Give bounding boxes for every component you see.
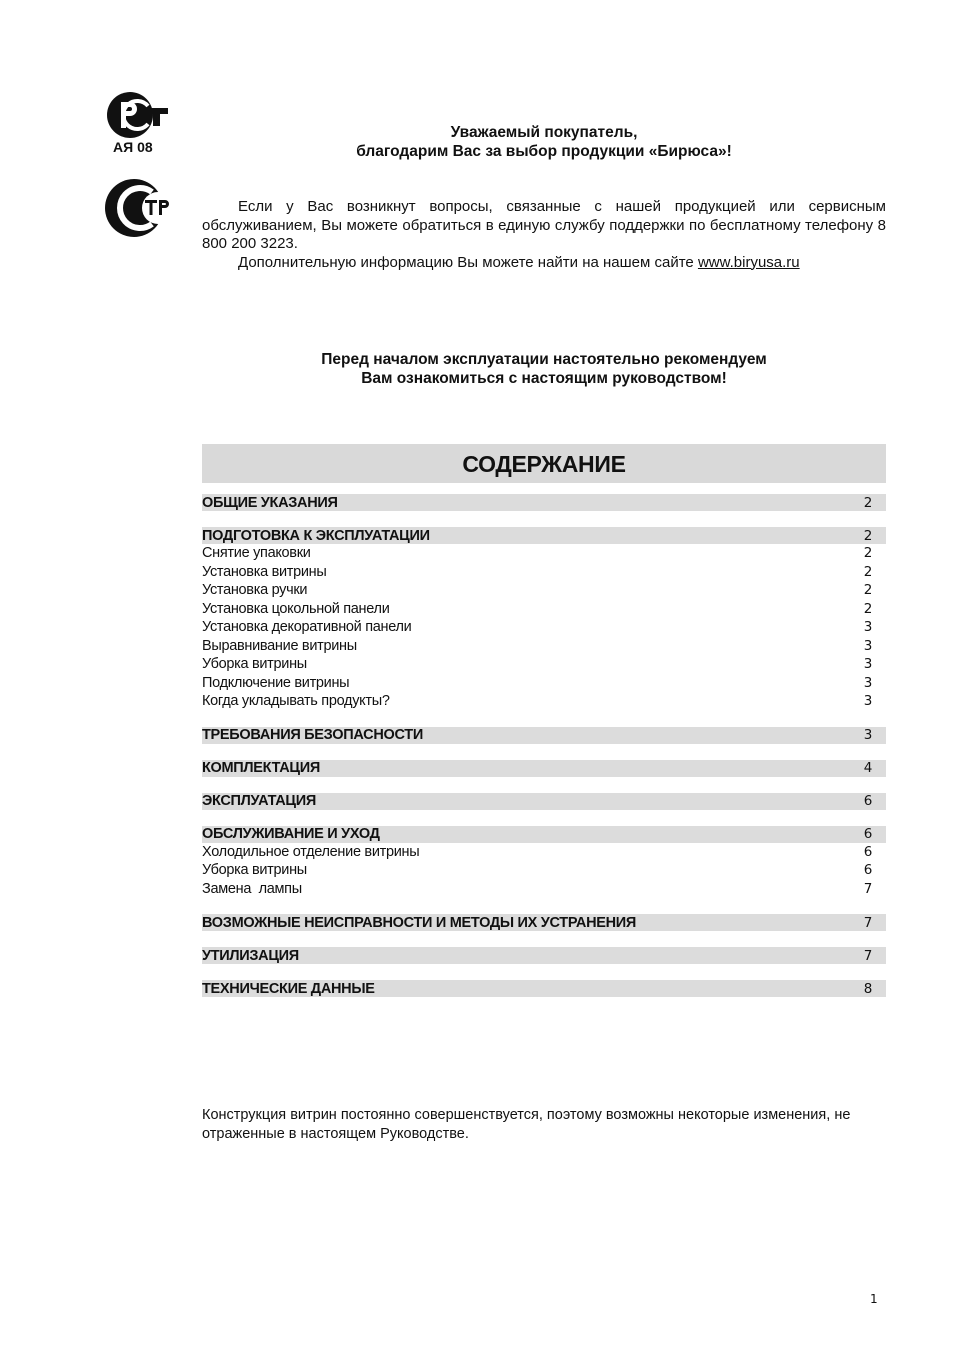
toc-item[interactable] xyxy=(202,600,886,619)
toc-section[interactable] xyxy=(202,980,886,997)
greeting-line2: благодарим Вас за выбор продукции «Бирюса»! xyxy=(356,143,732,160)
toc-title: СОДЕРЖАНИЕ xyxy=(202,444,886,483)
toc-section-page: 2 xyxy=(863,494,872,511)
recommendation xyxy=(202,350,886,388)
toc-section[interactable] xyxy=(202,947,886,964)
toc-item-page: 2 xyxy=(863,563,872,580)
toc-section-title: ЭКСПЛУАТАЦИЯ xyxy=(202,793,316,809)
toc-section-page: 6 xyxy=(863,826,872,842)
toc-section[interactable] xyxy=(202,760,886,777)
toc-gap xyxy=(202,964,886,980)
toc-item-page: 3 xyxy=(863,637,872,654)
toc-item[interactable] xyxy=(202,674,886,693)
recommendation-line2: Вам ознакомиться с настоящим руководством! xyxy=(361,370,727,387)
toc-section[interactable] xyxy=(202,793,886,810)
toc-item-title: Установка декоративной панели xyxy=(202,619,412,636)
toc-section-title: ВОЗМОЖНЫЕ НЕИСПРАВНОСТИ И МЕТОДЫ ИХ УСТРАНЕНИЯ xyxy=(202,914,637,931)
toc-section-title: ТРЕБОВАНИЯ БЕЗОПАСНОСТИ xyxy=(202,727,423,743)
toc-item[interactable] xyxy=(202,544,886,563)
toc-section-page: 6 xyxy=(863,793,872,809)
toc-item-title: Когда укладывать продукты? xyxy=(202,693,390,710)
toc-item-title: Снятие упаковки xyxy=(202,545,311,562)
table-of-contents xyxy=(202,494,886,997)
toc-item-page: 3 xyxy=(863,619,872,636)
toc-item[interactable] xyxy=(202,618,886,637)
intro-text xyxy=(202,198,886,272)
toc-item[interactable] xyxy=(202,637,886,656)
toc-section[interactable] xyxy=(202,727,886,744)
toc-item-title: Замена лампы xyxy=(202,880,302,897)
toc-section-page: 4 xyxy=(863,760,872,776)
greeting-line1: Уважаемый покупатель, xyxy=(450,124,638,141)
toc-section[interactable] xyxy=(202,914,886,931)
toc-gap xyxy=(202,777,886,793)
intro-paragraph2-text: Дополнительную информацию Вы можете найти на нашем сайте xyxy=(238,253,698,271)
toc-item-page: 6 xyxy=(863,843,872,860)
toc-gap xyxy=(202,810,886,826)
website-link[interactable]: www.biryusa.ru xyxy=(697,253,800,271)
toc-item[interactable] xyxy=(202,861,886,880)
pct-code: АЯ 08 xyxy=(113,139,153,155)
toc-section-page: 2 xyxy=(863,527,872,544)
toc-item-page: 2 xyxy=(863,545,872,562)
toc-section-page: 7 xyxy=(863,947,872,964)
footer-note: Конструкция витрин постоянно совершенствуется, поэтому возможны некоторые изменения, не отраженные в настоящем Руководстве. xyxy=(202,1107,851,1142)
toc-section-title: ОБСЛУЖИВАНИЕ И УХОД xyxy=(202,826,380,842)
toc-gap xyxy=(202,744,886,760)
page-number: 1 xyxy=(870,1292,878,1306)
toc-item-page: 3 xyxy=(863,656,872,673)
toc-section-page: 3 xyxy=(863,727,872,743)
toc-gap xyxy=(202,931,886,947)
toc-item-page: 7 xyxy=(863,880,872,897)
toc-item-title: Уборка витрины xyxy=(202,862,307,879)
ctr-certification-logo xyxy=(104,178,176,240)
toc-item[interactable] xyxy=(202,843,886,862)
toc-item-title: Установка цокольной панели xyxy=(202,600,390,617)
toc-section[interactable] xyxy=(202,527,886,544)
recommendation-line1: Перед началом эксплуатации настоятельно рекомендуем xyxy=(321,351,767,368)
toc-section[interactable] xyxy=(202,494,886,511)
toc-gap xyxy=(202,711,886,727)
toc-section[interactable] xyxy=(202,826,886,843)
toc-item[interactable] xyxy=(202,655,886,674)
toc-section-title: ТЕХНИЧЕСКИЕ ДАННЫЕ xyxy=(202,980,375,997)
toc-item[interactable] xyxy=(202,563,886,582)
toc-item-page: 2 xyxy=(863,600,872,617)
toc-section-title: КОМПЛЕКТАЦИЯ xyxy=(202,760,320,776)
toc-item-title: Установка ручки xyxy=(202,582,308,599)
toc-item[interactable] xyxy=(202,581,886,600)
intro-paragraph2 xyxy=(202,254,886,273)
greeting xyxy=(202,123,886,161)
toc-section-page: 8 xyxy=(863,980,872,997)
toc-item[interactable] xyxy=(202,692,886,711)
toc-item-page: 2 xyxy=(863,582,872,599)
toc-section-title: ОБЩИЕ УКАЗАНИЯ xyxy=(202,494,338,511)
toc-section-title: УТИЛИЗАЦИЯ xyxy=(202,947,299,964)
toc-item-title: Установка витрины xyxy=(202,563,327,580)
toc-item-title: Выравнивание витрины xyxy=(202,637,357,654)
toc-item-page: 6 xyxy=(863,862,872,879)
toc-item[interactable] xyxy=(202,880,886,899)
toc-item-page: 3 xyxy=(863,674,872,691)
toc-item-page: 3 xyxy=(863,693,872,710)
toc-item-title: Уборка витрины xyxy=(202,656,307,673)
toc-item-title: Подключение витрины xyxy=(202,674,350,691)
toc-item-title: Холодильное отделение витрины xyxy=(202,843,420,860)
intro-paragraph1: Если у Вас возникнут вопросы, связанные с нашей продукцией или сервисным обслуживанием, Вы можете обратиться в единую службу поддержки по бесплатному телефону 8 800 200 3223. xyxy=(202,198,886,252)
toc-gap xyxy=(202,898,886,914)
toc-gap xyxy=(202,511,886,527)
toc-section-page: 7 xyxy=(863,914,872,931)
toc-section-title: ПОДГОТОВКА К ЭКСПЛУАТАЦИИ xyxy=(202,527,430,544)
